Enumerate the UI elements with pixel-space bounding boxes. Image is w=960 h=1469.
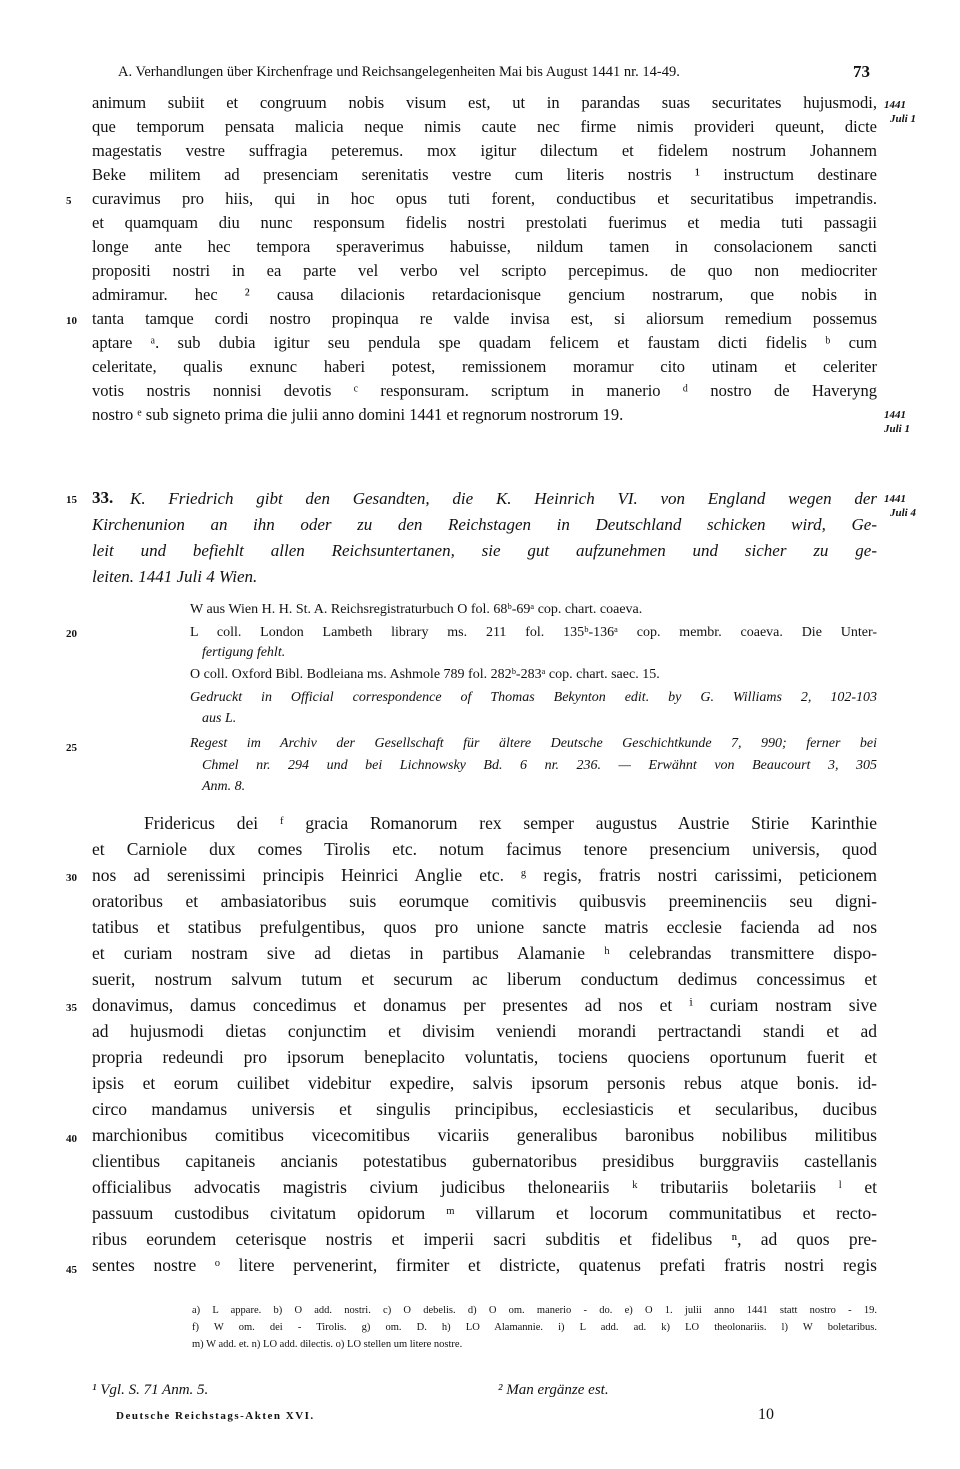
text-line: animum subiit et congruum nobis visum est, ut in parandas suas securitates hujusmodi, bbox=[92, 93, 877, 112]
source-line: Regest im Archiv der Gesellschaft für ältere Deutsche Geschichtkunde 7, 990; ferner bei bbox=[190, 736, 877, 751]
source-line: aus L. bbox=[202, 711, 237, 726]
line-number: 30 bbox=[66, 872, 77, 884]
line-number: 20 bbox=[66, 628, 77, 640]
regest-line: K. Friedrich gibt den Gesandten, die K. Heinrich VI. von England wegen der bbox=[130, 489, 877, 508]
text-line: propositi nostri in ea parte vel verbo vel scripto percepimus. de quo non mediocriter bbox=[92, 261, 877, 280]
text-line: oratoribus et ambasiatoribus suis eorumque comitivis quibusvis preeminenciis seu digni- bbox=[92, 891, 877, 911]
text-line: et quamquam diu nunc responsum fidelis nostri prestolati fuerimus et media tuti passagii bbox=[92, 213, 877, 232]
source-line: W aus Wien H. H. St. A. Reichsregistraturbuch O fol. 68ᵇ-69ᵃ cop. chart. coaeva. bbox=[190, 602, 643, 617]
series-title: Deutsche Reichstags-Akten XVI. bbox=[116, 1410, 315, 1422]
text-line: Beke militem ad presenciam serenitatis vestre cum literis nostris ¹ instructum destinare bbox=[92, 165, 877, 184]
margin-date: 1441 Juli 1 bbox=[884, 409, 910, 435]
text-line: votis nostris nonnisi devotis ᶜ responsuram. scriptum in manerio ᵈ nostro de Haveryng bbox=[92, 381, 877, 400]
text-line: suerit, nostrum salvum tutum et securum ac liberum conductum dedimus concessimus et bbox=[92, 969, 877, 989]
text-line: ribus eorundem ceterisque nostris et imperii sacri subditis et fidelibus ⁿ, ad quos pre- bbox=[92, 1229, 877, 1249]
text-line: admiramur. hec ² causa dilacionis retardacionisque gencium nostrarum, que nobis in bbox=[92, 285, 877, 304]
line-number: 25 bbox=[66, 742, 77, 754]
text-line: passuum custodibus civitatum opidorum ᵐ villarum et locorum communitatibus et recto- bbox=[92, 1203, 877, 1223]
text-line: et Carniole dux comes Tirolis etc. notum facimus tenore presencium universis, quod bbox=[92, 839, 877, 859]
text-line: donavimus, damus concedimus et donamus per presentes ad nos et ⁱ curiam nostram sive bbox=[92, 995, 877, 1015]
variant-line: m) W add. et. n) LO add. dilectis. o) LO stellen um litere nostre. bbox=[192, 1339, 463, 1350]
text-line: tatibus et statibus prefulgentibus, quos pro unione sancte matris ecclesie facienda ad nos bbox=[92, 917, 877, 937]
footnote-2: ² Man ergänze est. bbox=[498, 1382, 609, 1398]
text-line: celeritate, qualis exnunc haberi potest, remissionem moramur cito utinam et celeriter bbox=[92, 357, 877, 376]
text-line: magestatis vestre suffragia peteremus. mox igitur dilectum et fidelem nostrum Johannem bbox=[92, 141, 877, 160]
footnote-1: ¹ Vgl. S. 71 Anm. 5. bbox=[92, 1382, 209, 1398]
source-line: O coll. Oxford Bibl. Bodleiana ms. Ashmole 789 fol. 282ᵇ-283ᵃ cop. chart. saec. 15. bbox=[190, 667, 660, 682]
text-line: que temporum pensata malicia neque nimis caute nec firme nimis provideri queunt, dicte bbox=[92, 117, 877, 136]
text-line: ad hujusmodi dietas conjunctim et divisim veniendi morandi pertractandi standi et ad bbox=[92, 1021, 877, 1041]
regest-line: leit und befiehlt allen Reichsuntertanen, sie gut aufzunehmen und sicher zu ge- bbox=[92, 541, 877, 560]
page-number: 73 bbox=[853, 62, 870, 81]
source-line: Gedruckt in Official correspondence of Thomas Bekynton edit. by G. Williams 2, 102-103 bbox=[190, 690, 877, 705]
text-line: nostro ᵉ sub signeto prima die julii anno domini 1441 et regnorum nostrorum 19. bbox=[92, 405, 624, 424]
margin-date: 1441 Juli 4 bbox=[884, 493, 916, 519]
document-number: 33. bbox=[92, 488, 114, 507]
text-line: Fridericus dei ᶠ gracia Romanorum rex semper augustus Austrie Stirie Karinthie bbox=[144, 813, 877, 833]
source-line: L coll. London Lambeth library ms. 211 fol. 135ᵇ-136ᵃ cop. membr. coaeva. Die Unter- bbox=[190, 625, 877, 640]
running-header: A. Verhandlungen über Kirchenfrage und Reichsangelegenheiten Mai bis August 1441 nr. 14-49. bbox=[118, 64, 680, 80]
line-number: 5 bbox=[66, 195, 72, 207]
text-line: officialibus advocatis magistris civium judicibus theloneariis ᵏ tributariis boletariis ˡ et bbox=[92, 1177, 877, 1197]
text-line: propria redeundi pro ipsorum beneplacito voluntatis, tociens quociens oportunum fuerit et bbox=[92, 1047, 877, 1067]
text-line: longe ante hec tempora speraverimus habuisse, nildum tamen in consolacionem sancti bbox=[92, 237, 877, 256]
text-line: curavimus pro hiis, qui in hoc opus tuti forent, conductibus et securitatibus impetrandis. bbox=[92, 189, 877, 208]
source-line: Anm. 8. bbox=[202, 779, 246, 794]
text-line: sentes nostre ᵒ litere pervenerint, firmiter et districte, quatenus prefati fratris nostri regis bbox=[92, 1255, 877, 1275]
text-line: ipsis et eorum cuilibet videbitur expedire, salvis ipsorum personis rebus atque bonis. id- bbox=[92, 1073, 877, 1093]
margin-date: 1441 Juli 1 bbox=[884, 99, 916, 125]
line-number: 10 bbox=[66, 315, 77, 327]
text-line: circo mandamus universis et singulis principibus, ecclesiasticis et secularibus, ducibus bbox=[92, 1099, 877, 1119]
source-line: Chmel nr. 294 und bei Lichnowsky Bd. 6 nr. 236. — Erwähnt von Beaucourt 3, 305 bbox=[202, 758, 877, 773]
regest-line: leiten. 1441 Juli 4 Wien. bbox=[92, 567, 258, 586]
text-line: aptare ᵃ. sub dubia igitur seu pendula spe quadam felicem et faustam dicti fidelis ᵇ cum bbox=[92, 333, 877, 352]
text-line: tanta tamque cordi nostro propinqua re valde invisa est, si aliorsum remedium possemus bbox=[92, 309, 877, 328]
source-line: fertigung fehlt. bbox=[202, 645, 286, 660]
text-line: marchionibus comitibus vicecomitibus vicariis generalibus baronibus nobilibus militibus bbox=[92, 1125, 877, 1145]
variant-line: a) L appare. b) O add. nostri. c) O debelis. d) O om. manerio - do. e) O 1. julii anno 1441 statt nostro - 19. bbox=[192, 1305, 877, 1316]
line-number: 45 bbox=[66, 1264, 77, 1276]
variant-line: f) W om. dei - Tirolis. g) om. D. h) LO Alamannie. i) L add. ad. k) LO theolonariis. l) W boletaribus. bbox=[192, 1322, 877, 1333]
text-line: et curiam nostram sive ad dietas in partibus Alamanie ʰ celebrandas transmittere dispo- bbox=[92, 943, 877, 963]
text-line: clientibus capitaneis ancianis potestatibus gubernatoribus presidibus burggraviis castellanis bbox=[92, 1151, 877, 1171]
line-number: 35 bbox=[66, 1002, 77, 1014]
regest-line: Kirchenunion an ihn oder zu den Reichstagen in Deutschland schicken wird, Ge- bbox=[92, 515, 877, 534]
text-line: nos ad serenissimi principis Heinrici Anglie etc. ᵍ regis, fratris nostri carissimi, peticionem bbox=[92, 865, 877, 885]
line-number: 40 bbox=[66, 1133, 77, 1145]
line-number: 15 bbox=[66, 494, 77, 506]
sheet-number: 10 bbox=[758, 1406, 774, 1423]
